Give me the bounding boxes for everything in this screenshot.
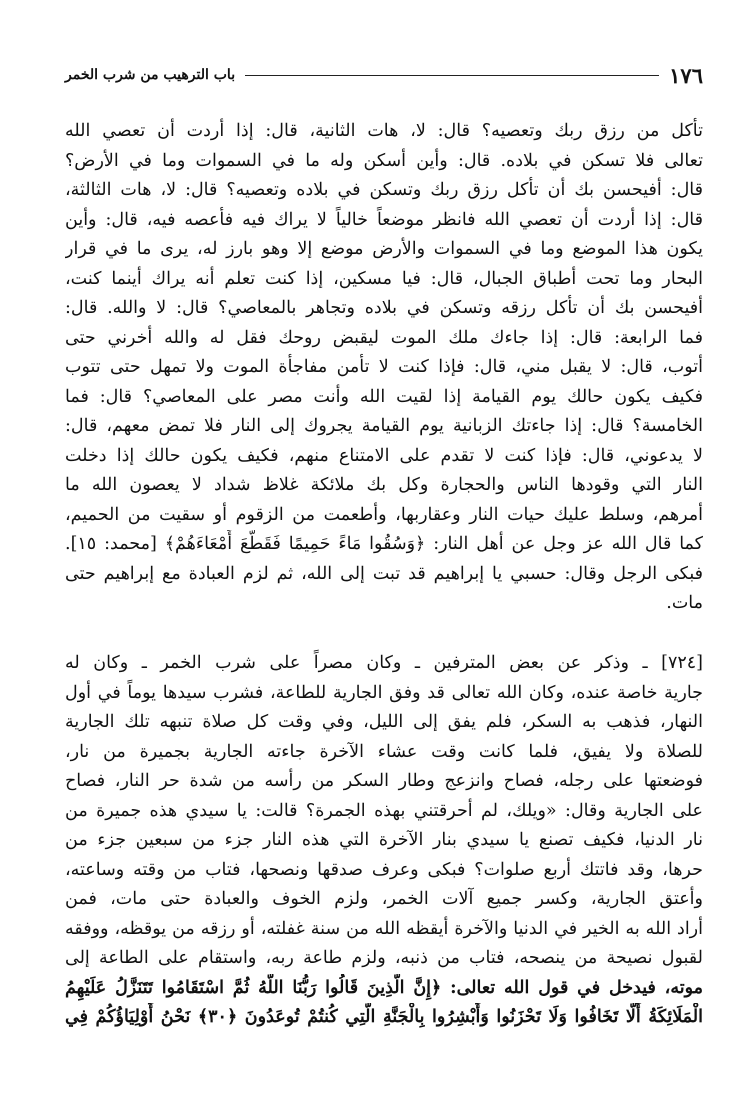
text-line: أراد الله به الخير في الدنيا والآخرة أيقظه الله من سنة غفلته، أو رزقه من يوقظه، ووفقه [65,918,703,939]
text-line: يكون هذا الموضع وما في السموات والأرض موضع إلا وهو بارز له، يرى ما في قرار [65,239,703,259]
text-line: فكيف يكون حالك يوم القيامة إذا لقيت الله وأنت مصر على المعاصي؟ قال: فما [65,386,703,407]
text-line: أفيحسن بك أن تأكل رزقه وتسكن في بلاده وتجاهر بالمعاصي؟ قال: لا والله. قال: [65,298,703,318]
paragraph-2 [65,649,703,1033]
page-header [65,60,703,90]
text-line: حرها، وقد فاتتك أربع صلوات؟ فبكى وعرف صدقها ونصحها، فتاب من وقته وساعته، [65,859,703,880]
text-line: كما قال الله عز وجل عن أهل النار: ﴿وَسُقُوا مَاءً حَمِيمًا فَقَطَّعَ أَمْعَاءَهُمْ﴾ [محمد: ١٥]. [65,534,703,554]
text-line: فما الرابعة: قال: إذا جاءك ملك الموت ليقبض روحك فقل له والله أخرني حتى [65,327,703,348]
paragraph-1 [65,117,703,619]
text-line: النهار، فذهب به السكر، فلم يفق إلى الليل، وفي وقت كل صلاة تنبهه تلك الجارية [65,712,703,732]
text-line: الخامسة؟ قال: إذا جاءتك الزبانية يوم القيامة يجروك إلى النار فلا تمض معهم، قال: [65,416,703,436]
text-line: لا يدعوني، قال: فإذا كنت لا تقدم على الامتناع منهم، فكيف يكون حالك إذا دخلت [65,445,703,466]
text-line: البحار وما تحت أطباق الجبال، قال: فيا مسكين، إذا كنت تعلم أنه يراك أينما كنت، [65,268,703,289]
text-line: قال: إذا أردت أن تعصي الله فانظر موضعاً خالياً لا يراك فيه فأعصه فيه، قال: وأين [65,209,703,230]
text-line: جارية خاصة عنده، وكان الله تعالى قد وفق الجارية للطاعة، فشرب سيدها يوماً في أول [65,682,703,703]
text-line: مات. [666,593,703,613]
text-line: [٧٢٤] ـ وذكر عن بعض المترفين ـ وكان مصراً على شرب الخمر ـ وكان له [65,653,703,673]
text-line: لقبول نصيحة من ينصحه، فتاب من ذنبه، ولزم طاعة ربه، واستقام على الطاعة إلى [65,948,703,968]
text-line: فبكى الرجل وقال: حسبي يا إبراهيم قد تبت إلى الله، ثم لزم العبادة مع إبراهيم حتى [65,563,703,584]
text-line: تأكل من رزق ربك وتعصيه؟ قال: لا، هات الثانية، قال: إذا أردت أن تعصي الله [65,121,703,141]
text-line: النار التي وقودها الناس والحجارة وكل بك ملائكة غلاظ شداد لا يعصون الله ما [65,475,703,495]
quran-verse-line: موته، فيدخل في قول الله تعالى: ﴿إِنَّ الَّذِينَ قَالُوا رَبُّنَا اللَّهُ ثُمَّ اسْتَقَامُوا تَتَنَزَّلُ عَلَيْهِمُ [65,977,703,998]
text-line: على الجارية وقال: «ويلك، لم أحرقتني بهذه الجمرة؟ قالت: يا سيدي هذه جميرة من [65,800,703,821]
text-line: نار الدنيا، فكيف تصنع يا سيدي بنار الآخرة التي هذه النار جزء من سبعين جزء من [65,830,703,850]
text-line: للصلاة ولا يفيق، فلما كانت وقت عشاء الآخرة جاءته الجارية بجميرة من نار، [65,741,703,762]
chapter-title: باب الترهيب من شرب الخمر [65,67,236,83]
text-line: أمرهم، وسلط عليك حيات النار وعقاربها، وأطعمت من الزقوم أو سقيت من الحميم، [65,504,703,525]
text-line: فوضعتها على رجله، فصاح وانزعج وطار السكر من رأسه من شدة حر النار، فصاح [65,771,703,791]
text-line: تعالى فلا تسكن في بلاده. قال: وأين أسكن وله ما في السموات وما في الأرض؟ [65,150,703,171]
text-line: أتوب، قال: لا يقبل مني، قال: فإذا كنت لا تأمن مفاجأة الموت ولا تمهل حتى تتوب [65,357,703,377]
text-line: وأعتق الجارية، وكسر جميع آلات الخمر، ولزم الخوف والعبادة حتى مات، فمن [65,889,703,909]
page-number: ١٧٦ [669,62,703,88]
header-rule [245,75,659,76]
text-line: قال: أفيحسن بك أن تأكل رزق ربك وتسكن في بلاده وتعصيه؟ قال: لا، هات الثالثة، [65,180,703,200]
quran-verse-line: الْمَلَائِكَةُ أَلَّا تَخَافُوا وَلَا تَحْزَنُوا وَأَبْشِرُوا بِالْجَنَّةِ الَّتِي كُنتُمْ تُوعَدُونَ ﴿٣٠﴾ نَحْنُ أَوْلِيَاؤُكُمْ فِي [65,1007,703,1027]
